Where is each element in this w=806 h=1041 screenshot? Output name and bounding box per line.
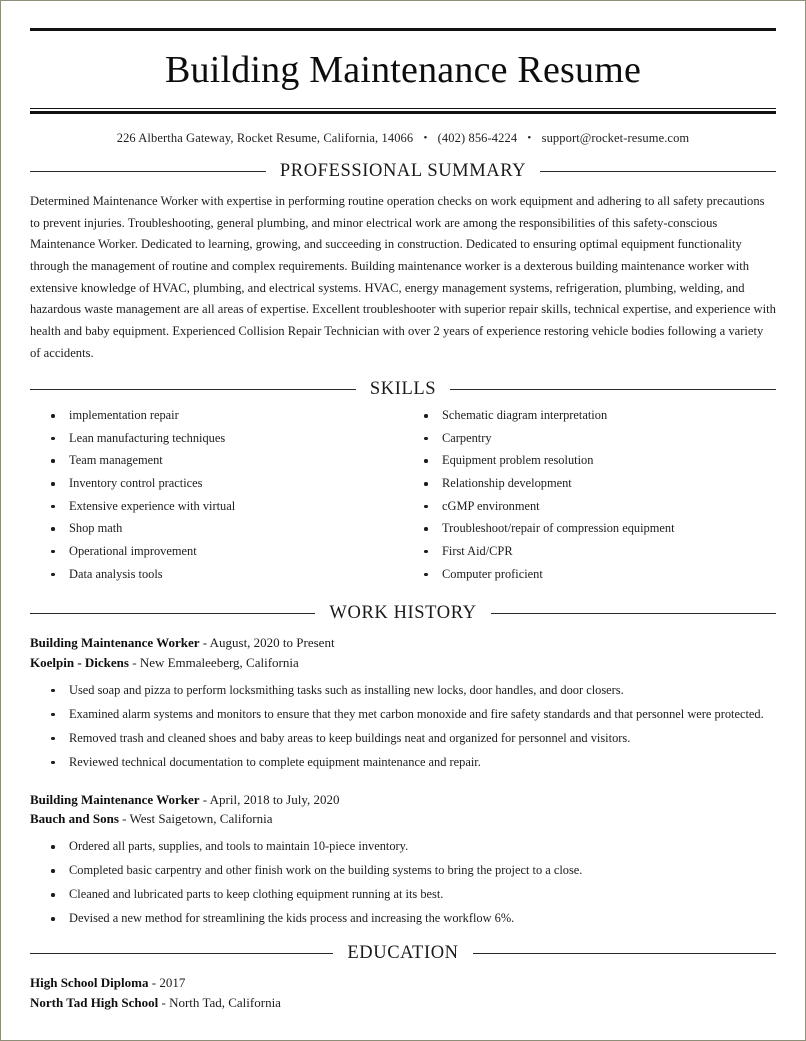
heading-rule-right <box>491 613 776 614</box>
job-company: Bauch and Sons <box>30 811 119 827</box>
list-item: Reviewed technical documentation to complete equipment maintenance and repair. <box>48 754 776 772</box>
list-item: Computer proficient <box>421 566 776 584</box>
education-dash: - <box>158 994 170 1010</box>
list-item: Lean manufacturing techniques <box>48 430 403 448</box>
heading-rule-left <box>30 953 333 954</box>
list-item: Devised a new method for streamlining the kids process and increasing the workflow 6%. <box>48 910 776 928</box>
section-heading-label: SKILLS <box>369 379 437 400</box>
list-item: Data analysis tools <box>48 566 403 584</box>
skills-list-left <box>48 407 403 583</box>
section-skills <box>30 379 776 588</box>
work-history-entry <box>30 790 776 928</box>
contact-line <box>30 131 776 146</box>
list-item: Cleaned and lubricated parts to keep clothing equipment running at its best. <box>48 886 776 904</box>
contact-address: 226 Albertha Gateway, Rocket Resume, California, 14066 <box>116 131 414 145</box>
job-dates: April, 2018 to July, 2020 <box>209 791 340 807</box>
job-company: Koelpin - Dickens <box>30 654 129 670</box>
job-company-line <box>30 809 776 829</box>
heading-rule-left <box>30 613 315 614</box>
section-heading-label: EDUCATION <box>347 943 459 963</box>
list-item: cGMP environment <box>421 498 776 516</box>
list-item: Team management <box>48 452 403 470</box>
skills-list-right <box>421 407 776 583</box>
education-entry <box>30 973 776 1013</box>
resume-header <box>30 28 776 146</box>
section-heading-summary <box>30 161 776 182</box>
section-heading-skills <box>30 379 776 400</box>
list-item: Shop math <box>48 520 403 538</box>
summary-text: Determined Maintenance Worker with expertise in performing routine operation checks on work equipment and adhering to all safety precautions to prevent injuries. Troubleshooting, general plumbing, and minor electrical work are among the responsibilities of this safety-conscious Maintenance Worker. Dedicated to learning, growing, and succeeding in construction. Dedicated to ensuring optimal equipment functionality through the management of routine and complex requirements. Building maintenance worker is a dexterous building maintenance worker with extensive knowledge of HVAC, plumbing, and electrical systems. HVAC, energy management systems, refrigeration, plumbing, welding, and hazardous waste management are all areas of expertise. Excellent troubleshooter with superior repair skills, technical expertise, and experience with health and baby equipment. Experienced Collision Repair Technician with over 2 years of experience restoring vehicle bodies following a variety of accidents. <box>30 194 776 360</box>
education-school: North Tad High School <box>30 994 159 1010</box>
job-responsibilities <box>30 682 776 772</box>
section-heading-work-history <box>30 603 776 624</box>
education-location: North Tad, California <box>169 994 281 1010</box>
list-item: Schematic diagram interpretation <box>421 407 776 425</box>
list-item: Used soap and pizza to perform locksmithing tasks such as installing new locks, door handles, and door closers. <box>48 682 776 700</box>
header-bottom-thick-rule <box>30 111 776 114</box>
education-school-line <box>30 993 776 1013</box>
job-title: Building Maintenance Worker <box>30 791 200 807</box>
list-item: First Aid/CPR <box>421 543 776 561</box>
section-heading-label: PROFESSIONAL SUMMARY <box>279 161 527 181</box>
job-dates: August, 2020 to Present <box>209 635 335 651</box>
heading-rule-right <box>473 953 776 954</box>
education-degree: High School Diploma <box>30 975 149 990</box>
education-year: 2017 <box>159 975 186 990</box>
contact-separator-1: • <box>423 132 428 144</box>
job-dash: - <box>199 635 210 651</box>
job-location: New Emmaleeberg, California <box>139 654 299 670</box>
heading-rule-left <box>30 389 356 390</box>
skills-columns <box>30 407 776 588</box>
education-dash: - <box>148 975 160 990</box>
skills-column-left <box>30 407 403 588</box>
job-responsibilities <box>30 838 776 928</box>
header-bottom-thin-rule <box>30 108 776 109</box>
work-history-entry <box>30 633 776 771</box>
contact-phone: (402) 856-4224 <box>437 131 518 145</box>
list-item: Removed trash and cleaned shoes and baby areas to keep buildings neat and organized for personnel and visitors. <box>48 730 776 748</box>
list-item: implementation repair <box>48 407 403 425</box>
heading-rule-right <box>540 171 776 172</box>
heading-rule-right <box>450 389 776 390</box>
section-professional-summary <box>30 161 776 364</box>
skills-column-right <box>403 407 776 588</box>
job-location: West Saigetown, California <box>129 811 273 827</box>
list-item: Carpentry <box>421 430 776 448</box>
heading-rule-left <box>30 171 266 172</box>
list-item: Extensive experience with virtual <box>48 498 403 516</box>
list-item: Equipment problem resolution <box>421 452 776 470</box>
job-dash: - <box>118 811 130 827</box>
list-item: Examined alarm systems and monitors to ensure that they met carbon monoxide and fire safety standards and that personnel were protected. <box>48 706 776 724</box>
list-item: Inventory control practices <box>48 475 403 493</box>
header-top-rule <box>30 28 776 31</box>
job-dash: - <box>199 791 210 807</box>
job-title-line <box>30 633 776 653</box>
job-title: Building Maintenance Worker <box>30 635 200 651</box>
section-work-history <box>30 603 776 928</box>
job-company-line <box>30 653 776 673</box>
education-degree-line <box>30 973 776 993</box>
list-item: Operational improvement <box>48 543 403 561</box>
contact-email: support@rocket-resume.com <box>541 131 690 145</box>
job-title-line <box>30 790 776 810</box>
section-heading-label: WORK HISTORY <box>329 603 477 624</box>
list-item: Relationship development <box>421 475 776 493</box>
contact-separator-2: • <box>527 132 532 144</box>
section-heading-education <box>30 943 776 964</box>
list-item: Troubleshoot/repair of compression equipment <box>421 520 776 538</box>
page-title: Building Maintenance Resume <box>164 49 642 91</box>
section-education <box>30 943 776 1013</box>
list-item: Completed basic carpentry and other finish work on the building systems to bring the project to a close. <box>48 862 776 880</box>
list-item: Ordered all parts, supplies, and tools to maintain 10-piece inventory. <box>48 838 776 856</box>
job-dash: - <box>128 654 140 670</box>
